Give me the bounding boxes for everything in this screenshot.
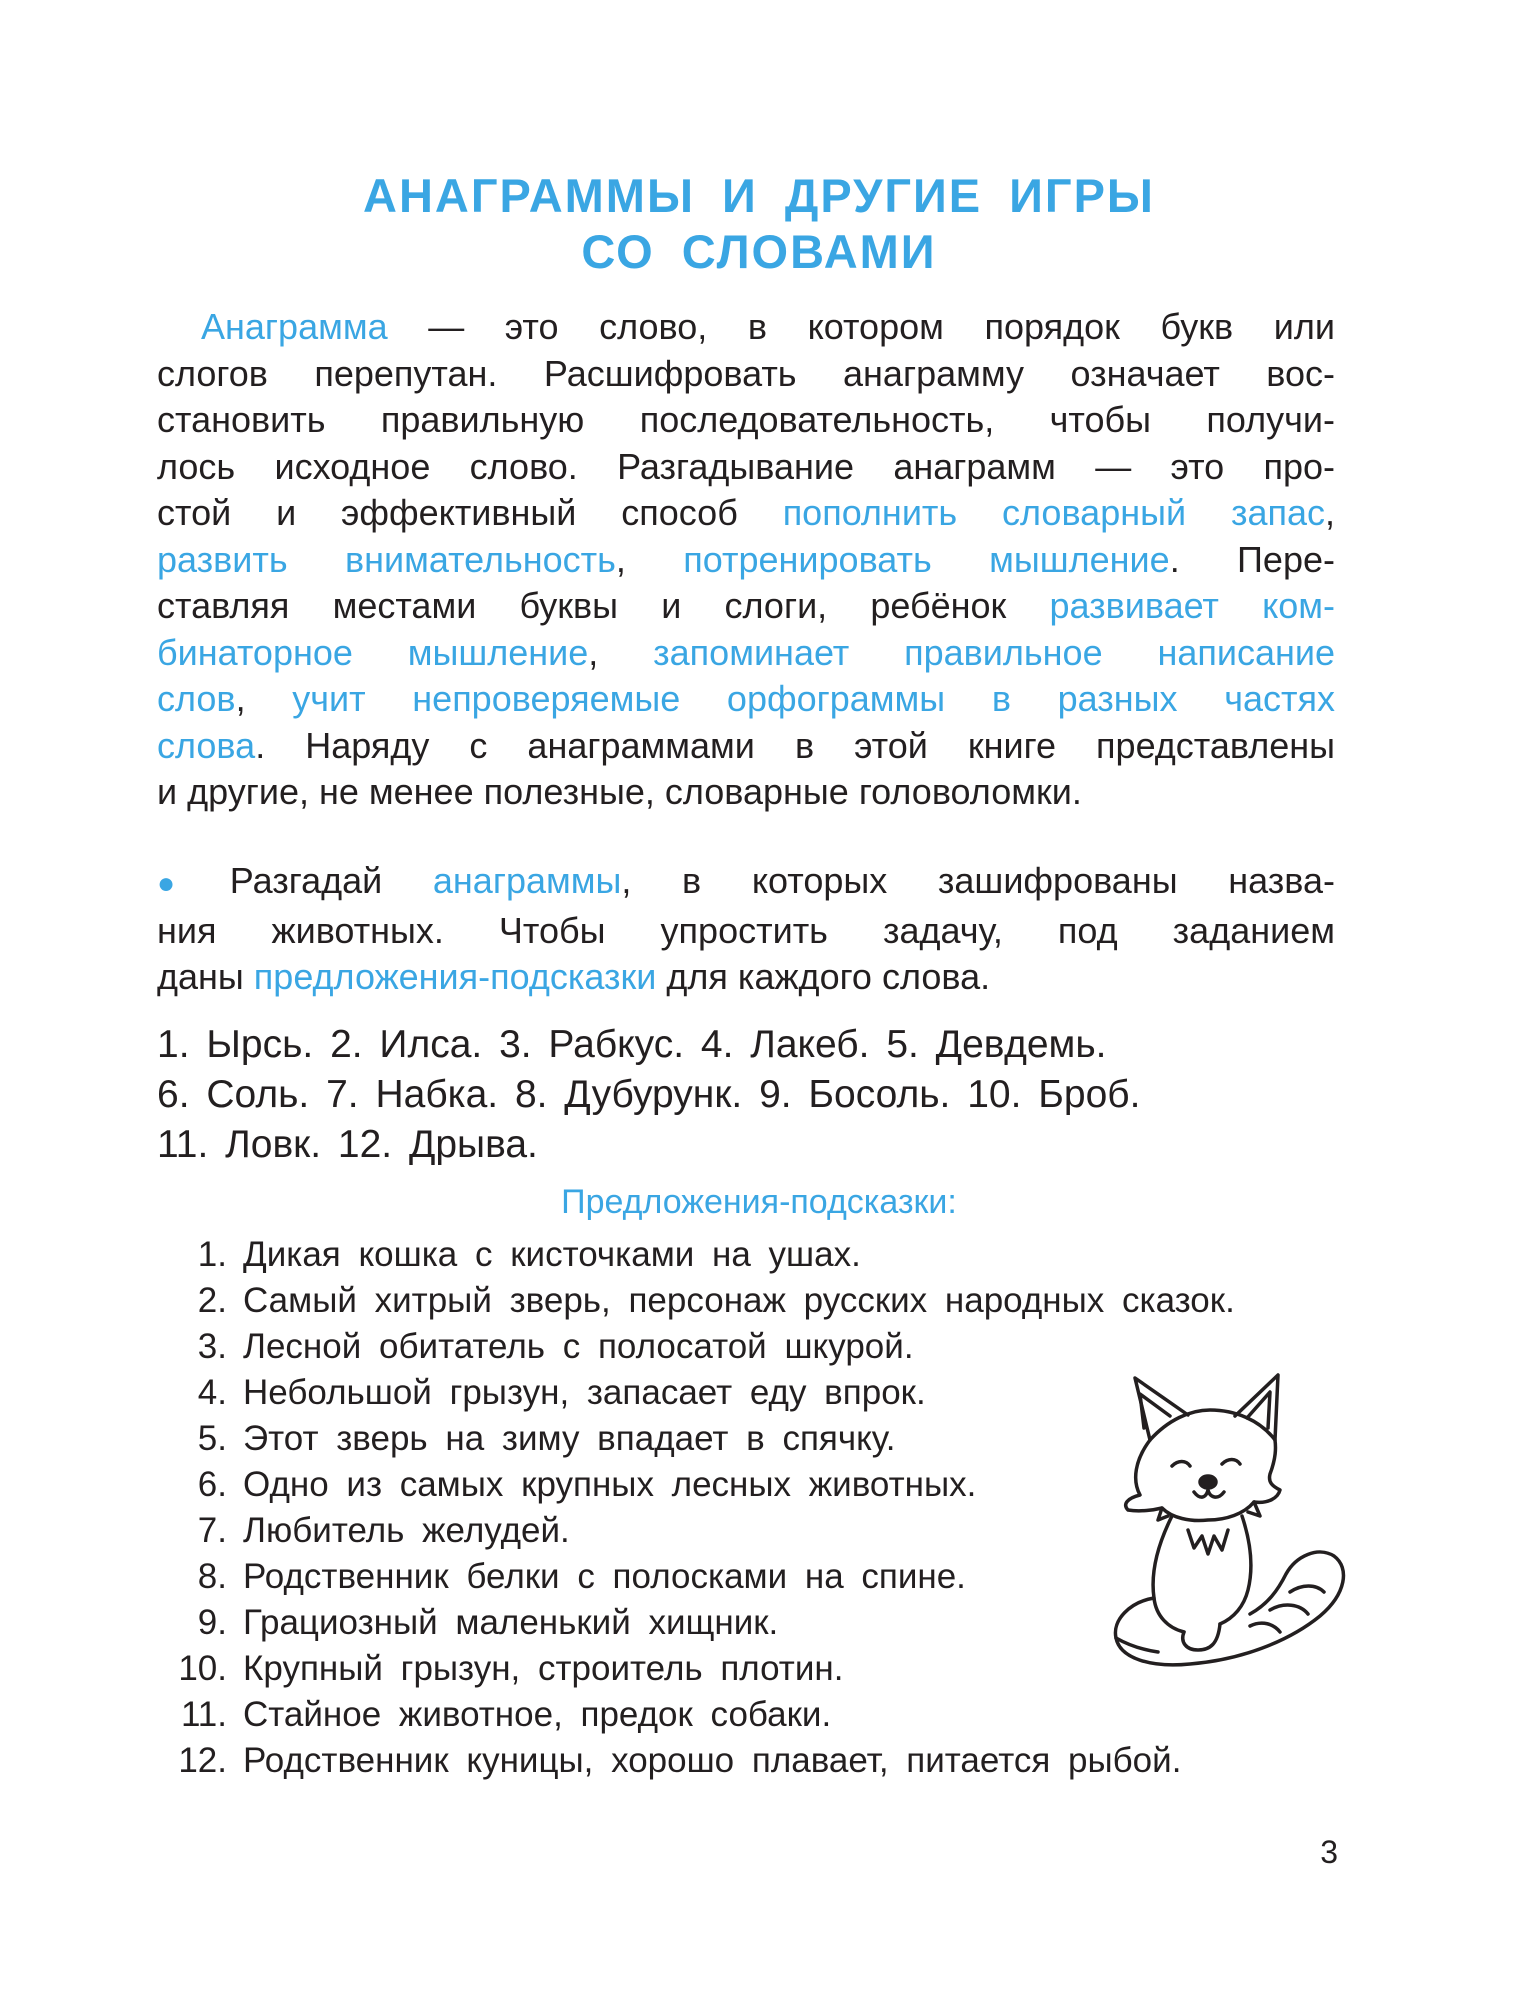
highlight-text: слов <box>157 678 236 719</box>
highlight-text: развивает ком- <box>1049 585 1335 626</box>
anagram-line: 6. Соль. 7. Набка. 8. Дубурунк. 9. Босоль. 10. Броб. <box>157 1073 1141 1116</box>
hint-number: 6. <box>197 1465 227 1504</box>
hint-number: 9. <box>197 1603 227 1642</box>
task-text: даны <box>157 956 254 997</box>
hint-item <box>157 1278 1335 1324</box>
anagram-line: 11. Ловк. 12. Дрыва. <box>157 1123 538 1166</box>
highlight-text: анаграммы <box>432 860 622 901</box>
intro-line: и другие, не менее полезные, словарные головоломки. <box>157 771 1082 812</box>
hint-number: 11. <box>180 1695 227 1734</box>
intro-line <box>157 723 1335 770</box>
task-text: Разгадай <box>229 860 433 901</box>
intro-text: , <box>235 678 293 719</box>
hint-text: Дикая кошка с кисточками на ушах. <box>243 1235 861 1274</box>
intro-line <box>157 490 1335 537</box>
highlight-text: развить внимательность <box>157 538 616 580</box>
hints-heading: Предложения-подсказки: <box>561 1183 957 1221</box>
intro-line: слогов перепутан. Расшифровать анаграмму означает вос- <box>157 352 1335 394</box>
hint-text: Самый хитрый зверь, персонаж русских народных сказок. <box>243 1281 1235 1320</box>
hint-text: Лесной обитатель с полосатой шкурой. <box>243 1327 914 1366</box>
intro-line <box>157 537 1335 584</box>
highlight-text: слова <box>157 724 256 766</box>
intro-text: ставляя местами буквы и слоги, ребёнок <box>157 585 1050 626</box>
hint-text: Крупный грызун, строитель плотин. <box>243 1649 844 1688</box>
anagram-line: 1. Ырсь. 2. Илса. 3. Рабкус. 4. Лакеб. 5. Девдемь. <box>157 1023 1107 1066</box>
intro-paragraph <box>157 304 1335 816</box>
highlight-text: запоминает правильное написание <box>653 631 1335 673</box>
task-text: для каждого слова. <box>656 956 991 997</box>
hint-item <box>157 1232 1335 1278</box>
hint-number: 5. <box>197 1419 227 1458</box>
intro-text: — это слово, в котором порядок букв или <box>387 306 1335 347</box>
highlight-text: предложения-подсказки <box>253 956 657 997</box>
title-line-1: АНАГРАММЫ И ДРУГИЕ ИГРЫ <box>363 169 1155 222</box>
hint-item <box>157 1324 1335 1370</box>
anagram-list <box>157 1020 1335 1170</box>
highlight-text: пополнить словарный запас <box>782 492 1325 533</box>
intro-line: становить правильную последовательность, чтобы получи- <box>157 399 1335 440</box>
title-line-2: СО СЛОВАМИ <box>581 225 937 278</box>
intro-text: стой и эффективный способ <box>157 492 783 533</box>
hint-text: Небольшой грызун, запасает еду впрок. <box>243 1373 926 1412</box>
hint-text: Родственник белки с полосками на спине. <box>243 1557 966 1596</box>
hint-item <box>157 1738 1335 1784</box>
hint-text: Любитель желудей. <box>243 1511 570 1550</box>
intro-text: , <box>1324 492 1335 533</box>
intro-line <box>157 583 1335 630</box>
intro-text: . Наряду с анаграммами в этой книге представлены <box>255 724 1335 766</box>
highlight-text: потренировать мышление <box>683 538 1170 580</box>
hint-text: Одно из самых крупных лесных животных. <box>243 1465 977 1504</box>
term-anagram: Анаграмма <box>201 306 388 347</box>
task-line <box>157 858 1335 908</box>
hint-text: Стайное животное, предок собаки. <box>243 1695 832 1734</box>
hint-number: 8. <box>197 1557 227 1596</box>
intro-text: , <box>615 538 684 580</box>
intro-line <box>157 676 1335 723</box>
hint-text: Грациозный маленький хищник. <box>243 1603 779 1642</box>
hint-number: 1. <box>197 1235 227 1274</box>
hint-number: 12. <box>178 1741 227 1780</box>
task-text: , в которых зашифрованы назва- <box>621 860 1335 901</box>
intro-line: лось исходное слово. Разгадывание анаграмм — это про- <box>157 445 1335 487</box>
hint-number: 10. <box>178 1649 227 1688</box>
page-title <box>0 168 1518 280</box>
intro-text: , <box>588 631 654 673</box>
intro-text: . Пере- <box>1169 538 1335 580</box>
fox-illustration <box>1110 1370 1355 1670</box>
hint-number: 3. <box>197 1327 227 1366</box>
hint-number: 7. <box>197 1511 227 1550</box>
hint-number: 4. <box>197 1373 227 1412</box>
hint-text: Этот зверь на зиму впадает в спячку. <box>243 1419 896 1458</box>
task-paragraph <box>157 858 1335 1001</box>
bullet-icon: ● <box>157 867 216 900</box>
task-line: ния животных. Чтобы упростить задачу, под заданием <box>157 909 1335 951</box>
highlight-text: учит непроверяемые орфограммы в разных частях <box>292 678 1335 719</box>
highlight-text: бинаторное мышление <box>157 631 589 673</box>
intro-line <box>157 630 1335 677</box>
hint-number: 2. <box>197 1281 227 1320</box>
intro-line <box>157 304 1335 351</box>
hint-text: Родственник куницы, хорошо плавает, питается рыбой. <box>243 1741 1182 1780</box>
page-number: 3 <box>1320 1834 1338 1870</box>
task-line <box>157 954 1335 1001</box>
hint-item <box>157 1692 1335 1738</box>
